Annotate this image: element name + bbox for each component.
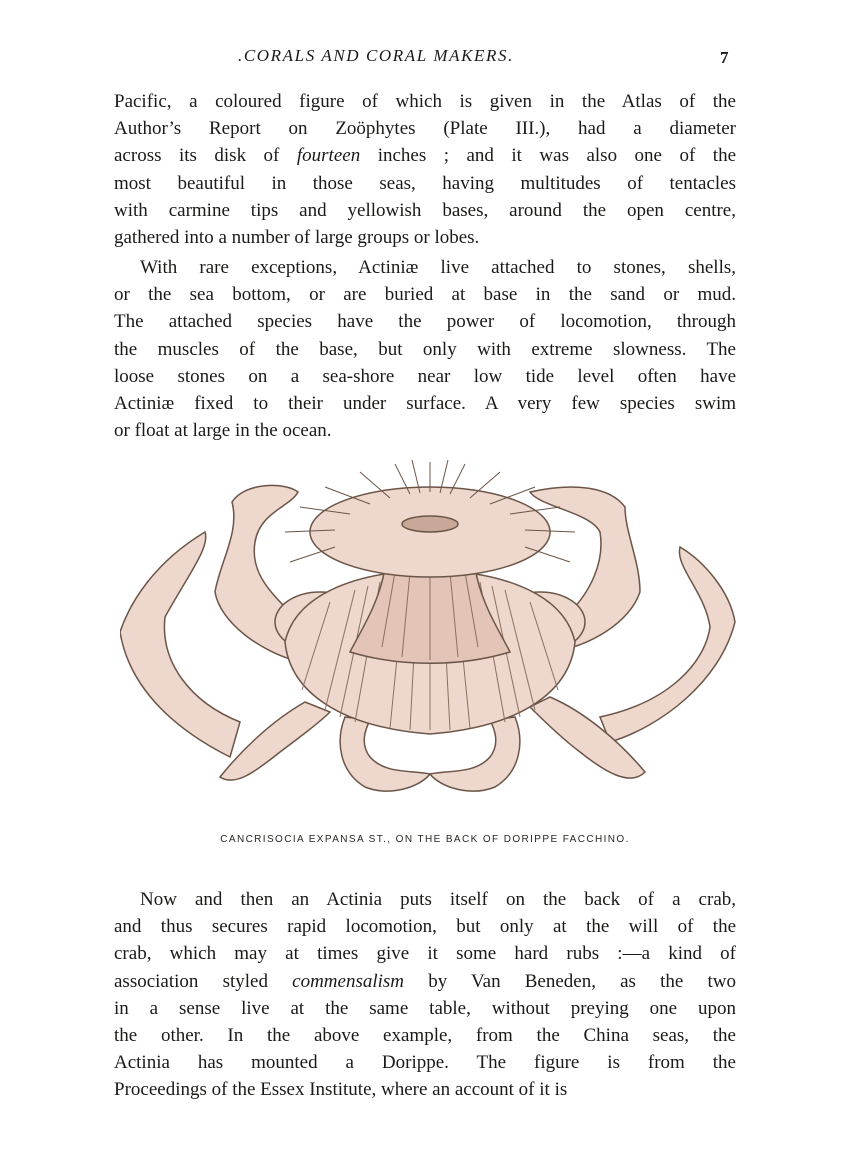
page-number: 7 [720, 48, 729, 67]
text-fragment: by Van Beneden, as the two [404, 970, 736, 992]
text-line: Pacific, a coloured figure of which is given in the Atlas of the [114, 91, 736, 112]
paragraph-2 [114, 254, 736, 444]
text-line: or float at large in the ocean. [114, 420, 332, 442]
crab-with-sea-anemone-illustration [120, 452, 740, 822]
figure-caption: CANCRISOCIA EXPANSA ST., ON THE BACK OF DORIPPE FACCHINO. [220, 834, 630, 845]
emphasized-word: fourteen [296, 145, 361, 167]
text-line: Now and then an Actinia puts itself on the back of a crab, [140, 889, 736, 910]
text-line [114, 142, 736, 169]
text-line: Actinia has mounted a Dorippe. The figure is from the [114, 1052, 736, 1074]
running-title: .CORALS AND CORAL MAKERS. [238, 46, 514, 65]
text-line: gathered into a number of large groups or lobes. [114, 226, 480, 248]
text-line: the other. In the above example, from the China seas, the [114, 1024, 736, 1046]
text-line: loose stones on a sea-shore near low tide level often have [114, 365, 736, 387]
crab-left-leg-3 [220, 702, 330, 780]
text-line: in a sense live at the same table, without preying one upon [114, 997, 736, 1019]
text-line: crab, which may at times give it some hard rubs :—a kind of [114, 943, 736, 965]
text-line: The attached species have the power of locomotion, through [114, 311, 736, 333]
text-line: Proceedings of the Essex Institute, where an account of it is [114, 1079, 568, 1101]
text-fragment: across its disk of [114, 145, 297, 167]
anemone-mouth [402, 516, 458, 532]
text-line: Author’s Report on Zoöphytes (Plate III.), had a diameter [114, 118, 736, 140]
emphasized-word: commensalism [292, 970, 405, 992]
text-fragment: association styled [114, 970, 293, 992]
text-line [114, 968, 736, 995]
page-header [0, 46, 850, 76]
paragraph-3 [114, 886, 736, 1104]
text-line: Actiniæ fixed to their under surface. A very few species swim [114, 392, 736, 414]
text-line: with carmine tips and yellowish bases, around the open centre, [114, 199, 736, 221]
text-fragment: inches ; and it was also one of the [360, 145, 736, 167]
text-line: With rare exceptions, Actiniæ live attached to stones, shells, [140, 257, 736, 278]
text-line: most beautiful in those seas, having multitudes of tentacles [114, 172, 736, 194]
text-line: the muscles of the base, but only with extreme slowness. The [114, 338, 736, 360]
text-line: and thus secures rapid locomotion, but only at the will of the [114, 916, 736, 938]
paragraph-1 [114, 88, 736, 251]
text-line: or the sea bottom, or are buried at base in the sand or mud. [114, 284, 736, 306]
